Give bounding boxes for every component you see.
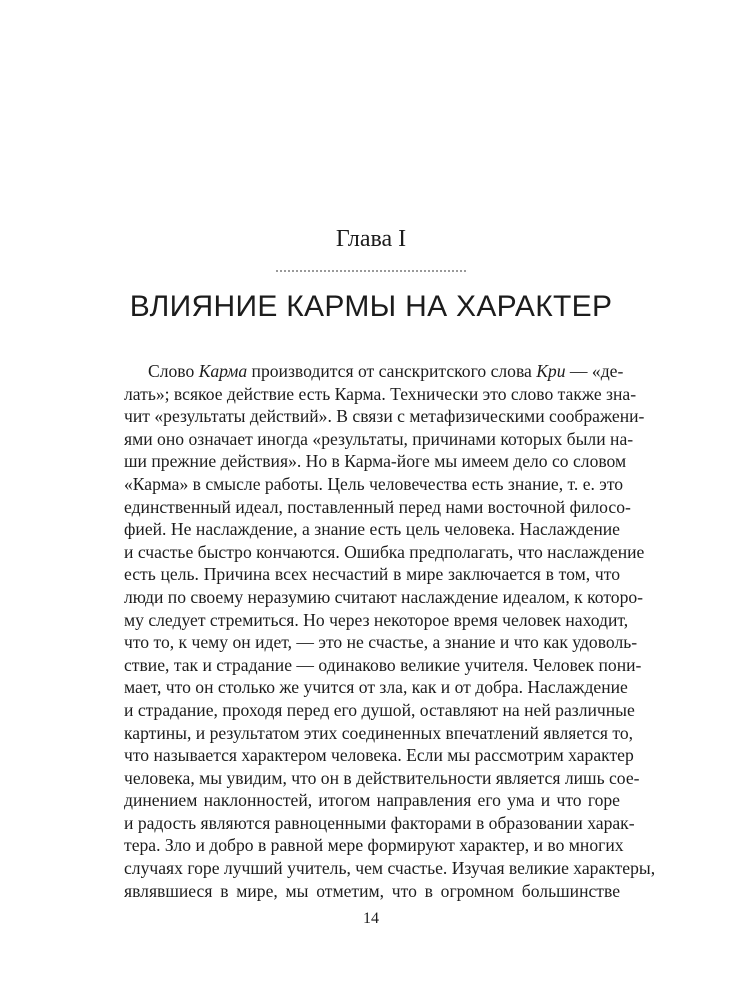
italic-term: Карма [198,361,248,381]
text-line [124,473,624,496]
text-segment: чит «результаты действий». В связи с метафизическими соображени- [124,406,645,427]
text-segment: производится от санскритского слова [247,361,537,381]
text-line [124,586,644,609]
text-line [124,789,620,812]
text-segment: лать»; всякое действие есть Карма. Технически это слово также зна- [124,383,637,404]
text-segment: ши прежние действия». Но в Карма-йоге мы имеем дело со словом [124,451,627,472]
text-line [124,654,642,677]
text-line [124,383,637,406]
text-line [124,834,624,857]
text-segment: есть цель. Причина всех несчастий в мире заключается в том, что [124,564,620,585]
text-segment: мает, что он столько же учится от зла, как и от добра. Наслаждение [124,677,628,698]
text-segment: фией. Не наслаждение, а знание есть цель человека. Наслаждение [124,519,620,540]
text-line [124,360,624,383]
text-line [124,676,628,699]
text-segment: ями оно означает иногда «результаты, причинами которых были на- [124,428,634,449]
body-text [124,360,656,902]
text-segment: что то, к чему он идет, — это не счастье, а знание и что как удоволь- [124,632,638,653]
text-segment: му следует стремиться. Но через некоторое время человек находит, [124,609,629,630]
text-segment: — «де- [565,361,624,381]
page-number: 14 [363,910,379,927]
text-line [124,405,645,428]
text-line [124,541,645,564]
text-line [124,631,638,654]
text-line [124,880,620,903]
dotted-divider [276,270,466,272]
text-segment: и счастье быстро кончаются. Ошибка предполагать, что наслаждение [124,541,645,562]
text-line [124,767,640,790]
text-line [124,857,656,880]
text-segment: тера. Зло и добро в равной мере формируют характер, и во многих [124,835,624,856]
text-segment: и страдание, проходя перед его душой, оставляют на ней различные [124,699,635,720]
text-segment: человека, мы увидим, что он в действительности является лишь сое- [124,767,640,788]
text-segment: случаях горе лучший учитель, чем счастье. Изучая великие характеры, [124,858,656,879]
text-line [124,722,634,745]
text-segment: динением наклонностей, итогом направления его ума и что горе [124,790,620,811]
text-line [124,812,635,835]
text-segment: и радость являются равноценными факторами в образовании харак- [124,812,635,833]
text-segment: являвшиеся в мире, мы отметим, что в огромном большинстве [124,880,620,901]
text-segment: «Карма» в смысле работы. Цель человечества есть знание, т. е. это [124,473,624,494]
text-segment: ствие, так и страдание — одинаково великие учителя. Человек пони- [124,654,642,675]
text-line [124,518,620,541]
text-line [124,699,635,722]
text-line [124,450,627,473]
text-line [124,609,629,632]
text-line [124,428,634,451]
text-segment: люди по своему неразумию считают наслаждение идеалом, к которо- [124,586,644,607]
text-line [124,496,631,519]
text-segment: единственный идеал, поставленный перед нами восточной филосо- [124,496,631,517]
text-segment: что называется характером человека. Если мы рассмотрим характер [124,745,634,766]
text-segment: картины, и результатом этих соединенных впечатлений является то, [124,722,634,743]
chapter-heading: Глава I [335,226,407,252]
text-line [124,744,634,767]
text-segment: Слово [148,361,199,381]
text-line [124,563,620,586]
italic-term: Кри [536,361,566,381]
chapter-title: ВЛИЯНИЕ КАРМЫ НА ХАРАКТЕР [129,290,613,323]
